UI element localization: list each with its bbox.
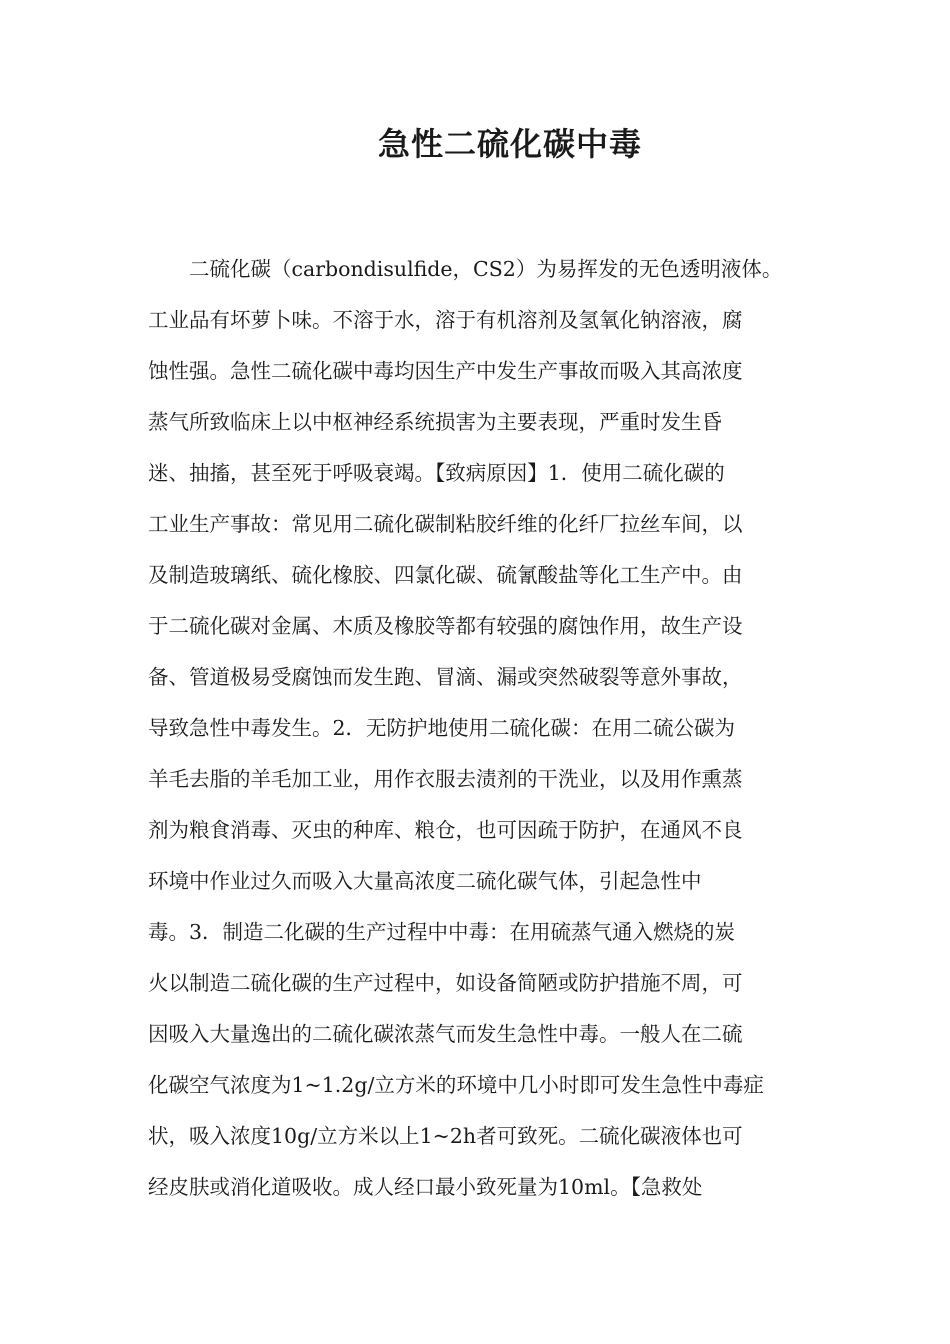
body-line: 火以制造二硫化碳的生产过程中，如设备简陋或防护措施不周，可 [148,971,743,995]
body-line: 备、管道极易受腐蚀而发生跑、冒滴、漏或突然破裂等意外事故， [148,665,743,689]
body-line: 蚀性强。急性二硫化碳中毒均因生产中发生产事故而吸入其高浓度 [148,359,743,383]
body-line: 环境中作业过久而吸入大量高浓度二硫化碳气体，引起急性中 [148,869,702,893]
body-line: 化碳空气浓度为1~1.2g/立方米的环境中几小时即可发生急性中毒症 [148,1073,764,1097]
body-line: 工业生产事故：常见用二硫化碳制粘胶纤维的化纤厂拉丝车间，以 [148,512,743,536]
body-line: 二硫化碳（carbondisulfide，CS2）为易挥发的无色透明液体。 [148,257,783,281]
body-line: 羊毛去脂的羊毛加工业，用作衣服去渍剂的干洗业，以及用作熏蒸 [148,767,743,791]
document-body [148,244,808,1213]
body-line: 经皮肤或消化道吸收。成人经口最小致死量为10ml。【急救处 [148,1175,703,1199]
body-line: 因吸入大量逸出的二硫化碳浓蒸气而发生急性中毒。一般人在二硫 [148,1022,743,1046]
body-line: 于二硫化碳对金属、木质及橡胶等都有较强的腐蚀作用，故生产设 [148,614,743,638]
body-line: 状，吸入浓度10g/立方米以上1~2h者可致死。二硫化碳液体也可 [148,1124,743,1148]
body-line: 剂为粮食消毒、灭虫的种库、粮仓，也可因疏于防护，在通风不良 [148,818,743,842]
body-line: 蒸气所致临床上以中枢神经系统损害为主要表现，严重时发生昏 [148,410,722,434]
body-line: 迷、抽搐，甚至死于呼吸衰竭。【致病原因】1．使用二硫化碳的 [148,461,725,485]
body-line: 毒。3．制造二化碳的生产过程中中毒：在用硫蒸气通入燃烧的炭 [148,920,736,944]
body-line: 导致急性中毒发生。2．无防护地使用二硫化碳：在用二硫公碳为 [148,716,736,740]
body-line: 工业品有坏萝卜味。不溶于水，溶于有机溶剂及氢氧化钠溶液，腐 [148,308,743,332]
body-line: 及制造玻璃纸、硫化橡胶、四氯化碳、硫氰酸盐等化工生产中。由 [148,563,743,587]
document-title: 急性二硫化碳中毒 [377,125,642,163]
